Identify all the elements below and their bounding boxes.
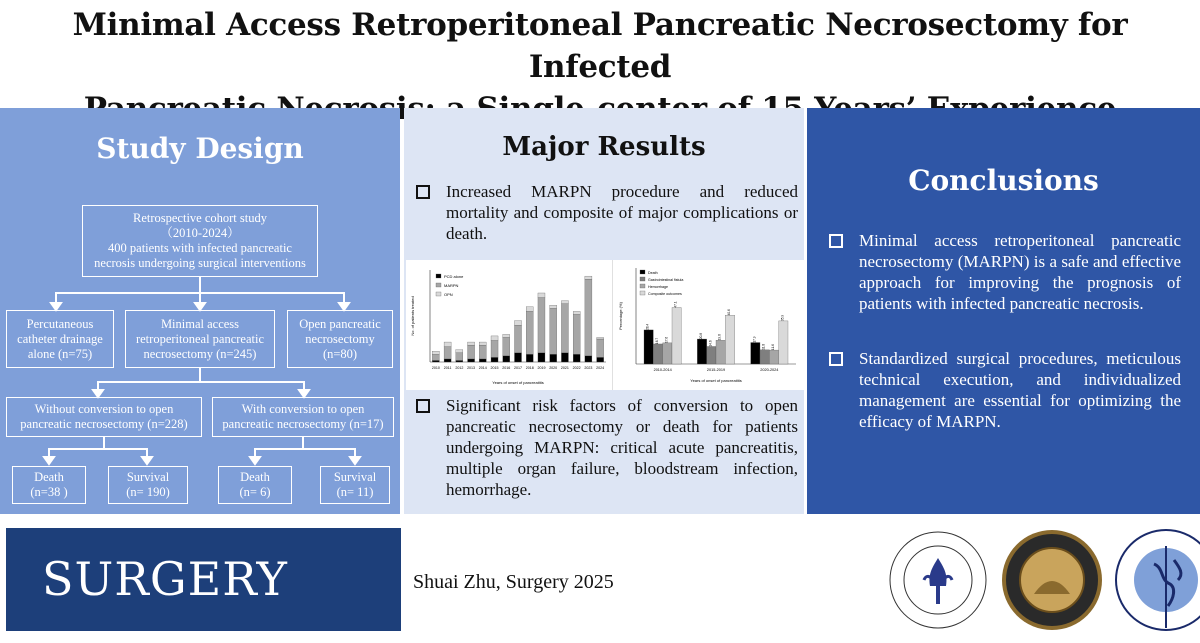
legend-label: Composite outcomes <box>648 292 682 296</box>
study-design-panel <box>0 108 400 514</box>
y-axis-label: No. of patients treated <box>410 296 415 336</box>
x-tick-label: 2014 <box>478 366 487 370</box>
bar-opn <box>573 311 580 314</box>
cohort-line4: necrosis undergoing surgical interventions <box>94 256 306 270</box>
bar-marpn <box>432 354 439 360</box>
results-bullet-2-text: Significant risk factors of conversion to open pancreatic necrosectomy or death for patients undergoing MARPN: critical acute pancreatitis, multiple organ failure, bloodstream infection, hemorrhage. <box>446 396 798 499</box>
x-axis-label: Years of onset of pancreatitis <box>492 380 544 385</box>
chart-divider <box>612 260 613 390</box>
bar-gastrointestinal-fistula <box>760 350 769 364</box>
conclusion-bullet-2-text: Standardized surgical procedures, meticulous technical execution, and individualized management are essential for optimizing the efficacy of MARPN. <box>859 349 1181 431</box>
arrows-level1 <box>0 292 400 312</box>
bar-pcd-alone <box>597 357 604 362</box>
bar-opn <box>444 342 451 347</box>
x-tick-label: 2015-2019 <box>706 368 726 372</box>
bar-marpn <box>538 298 545 353</box>
outcome-label: Survival <box>333 470 377 484</box>
legend-label: MARPN <box>444 283 459 288</box>
data-label: 35.9 <box>780 314 785 322</box>
bar-marpn <box>503 337 510 355</box>
outcome-survival-conversion <box>320 466 390 504</box>
no-conversion-line1: Without conversion to open <box>34 402 174 416</box>
group-marpn-line3: necrosectomy (n=245) <box>143 346 257 361</box>
data-label: 40.6 <box>727 309 731 316</box>
checkbox-square-icon <box>829 352 843 366</box>
conversion-box <box>212 397 394 437</box>
outcome-count: (n= 11) <box>336 485 374 499</box>
x-tick-label: 2012 <box>455 366 464 370</box>
legend-swatch <box>436 283 441 287</box>
bar-opn <box>550 305 557 308</box>
bar-pcd-alone <box>526 354 533 362</box>
legend-swatch <box>640 291 645 295</box>
data-label: 17.6 <box>664 336 669 343</box>
x-tick-label: 2024 <box>596 366 605 370</box>
x-tick-label: 2018 <box>525 366 534 370</box>
bar-marpn <box>585 279 592 356</box>
connector <box>199 277 201 293</box>
x-tick-label: 2013 <box>467 366 476 370</box>
results-bullet-1 <box>416 181 798 247</box>
outcome-count: (n= 190) <box>126 485 170 499</box>
data-label: 20.8 <box>699 332 703 340</box>
x-tick-label: 2015 <box>490 366 499 370</box>
bar-opn <box>491 336 498 341</box>
outcome-survival-no-conversion <box>108 466 188 504</box>
bar-gastrointestinal-fistula <box>707 346 716 364</box>
bar-opn <box>456 350 463 353</box>
group-opn-line1: Open pancreatic <box>299 316 381 331</box>
results-bullet-2 <box>416 395 798 505</box>
group-opn-box <box>287 310 393 368</box>
legend-label: Hemorrhage <box>648 285 668 289</box>
bar-marpn <box>514 325 521 353</box>
x-tick-label: 2020 <box>549 366 558 370</box>
no-conversion-box <box>6 397 202 437</box>
connector <box>199 368 201 382</box>
bar-pcd-alone <box>550 354 557 362</box>
bar-hemorrhage <box>663 343 672 364</box>
bar-marpn <box>491 341 498 358</box>
legend-swatch <box>640 270 645 274</box>
bar-opn <box>538 293 545 298</box>
outcome-label: Survival <box>126 470 170 484</box>
bar-marpn <box>456 353 463 361</box>
legend-label: PCD alone <box>444 274 464 279</box>
group-opn-line2: necrosectomy <box>305 331 375 346</box>
cohort-line2: （2010-2024） <box>160 226 240 240</box>
bar-hemorrhage <box>716 340 725 364</box>
group-pcd-line1: Percutaneous <box>26 316 94 331</box>
x-tick-label: 2010 <box>431 366 440 370</box>
bar-composite-outcomes <box>725 315 734 364</box>
poster-title-line1: Minimal Access Retroperitoneal Pancreatic Necrosectomy for Infected <box>72 7 1128 85</box>
bar-death <box>697 339 706 364</box>
x-axis-label: Years of onset of pancreatitis <box>690 378 742 383</box>
x-tick-label: 2011 <box>443 366 452 370</box>
data-label: 16.7 <box>655 337 659 345</box>
bar-pcd-alone <box>514 353 521 362</box>
outcome-bar-chart <box>614 260 804 390</box>
conclusions-panel <box>807 108 1200 514</box>
cohort-line3: 400 patients with infected pancreatic <box>108 241 292 255</box>
bar-opn <box>479 342 486 345</box>
bar-opn <box>432 351 439 354</box>
x-tick-label: 2020-2024 <box>760 368 779 372</box>
legend-swatch <box>436 274 441 278</box>
journal-logo <box>6 528 401 631</box>
checkbox-square-icon <box>416 399 430 413</box>
group-pcd-line3: alone (n=75) <box>27 346 93 361</box>
bar-opn <box>585 276 592 279</box>
bar-death <box>751 343 760 364</box>
data-label: 11.8 <box>761 343 766 350</box>
legend-swatch <box>640 284 645 288</box>
bar-composite-outcomes <box>779 321 788 364</box>
legend-swatch <box>436 292 441 296</box>
legend-label: Gastrointestinal fistula <box>648 278 684 282</box>
bar-pcd-alone <box>585 356 592 362</box>
journal-name: SURGERY <box>42 552 288 606</box>
legend-label: OPN <box>444 292 453 297</box>
bar-hemorrhage <box>769 350 778 364</box>
bar-marpn <box>597 339 604 357</box>
conclusions-heading: Conclusions <box>908 164 1099 197</box>
bar-marpn <box>550 308 557 354</box>
group-marpn-box <box>125 310 275 368</box>
trend-bar-chart <box>406 260 612 390</box>
conclusion-bullet-1-text: Minimal access retroperitoneal pancreatic necrosectomy (MARPN) is a safe and effective approach for improving the prognosis of patients with infected pancreatic necrosis. <box>859 231 1181 313</box>
checkbox-square-icon <box>416 185 430 199</box>
data-label: 47.1 <box>673 301 678 308</box>
bar-marpn <box>573 314 580 354</box>
x-tick-label: 2019 <box>537 366 546 370</box>
bar-opn <box>526 307 533 312</box>
group-pcd-line2: catheter drainage <box>17 331 103 346</box>
results-bullet-1-text: Increased MARPN procedure and reduced mortality and composite of major complications or death. <box>446 182 798 243</box>
group-opn-line3: (n=80) <box>322 346 358 361</box>
bar-pcd-alone <box>503 356 510 362</box>
bar-marpn <box>444 347 451 359</box>
outcome-death-conversion <box>218 466 292 504</box>
conversion-line1: With conversion to open <box>241 402 365 416</box>
y-axis-label: Percentage (%) <box>618 302 623 330</box>
bar-composite-outcomes <box>672 307 681 364</box>
x-tick-label: 2023 <box>584 366 593 370</box>
central-surgical-association-seal-icon <box>1000 528 1104 632</box>
bar-marpn <box>468 345 475 359</box>
bar-marpn <box>479 345 486 359</box>
legend-swatch <box>640 277 645 281</box>
bar-opn <box>561 301 568 304</box>
conversion-line2: pancreatic necrosectomy (n=17) <box>222 417 384 431</box>
bar-marpn <box>561 304 568 353</box>
outcome-count: (n=38 ) <box>30 485 68 499</box>
bar-opn <box>597 337 604 339</box>
conclusion-bullet-1 <box>829 230 1181 338</box>
bar-gastrointestinal-fistula <box>653 344 662 364</box>
major-results-panel <box>404 108 804 514</box>
cohort-line1: Retrospective cohort study <box>133 211 267 225</box>
conclusion-bullet-2 <box>829 348 1181 438</box>
outcome-label: Death <box>34 470 64 484</box>
data-label: 28.4 <box>645 323 650 331</box>
outcome-count: (n= 6) <box>239 485 271 499</box>
bar-pcd-alone <box>456 360 463 362</box>
bar-pcd-alone <box>538 353 545 362</box>
group-marpn-line1: Minimal access <box>160 316 240 331</box>
x-tick-label: 2016 <box>502 366 511 370</box>
bar-pcd-alone <box>468 359 475 362</box>
major-results-heading: Major Results <box>502 132 706 162</box>
bar-pcd-alone <box>444 359 451 362</box>
checkbox-square-icon <box>829 234 843 248</box>
data-label: 17.9 <box>752 336 757 343</box>
bar-pcd-alone <box>432 360 439 362</box>
outcome-death-no-conversion <box>12 466 86 504</box>
bar-opn <box>468 342 475 345</box>
bar-pcd-alone <box>561 353 568 362</box>
data-label: 19.8 <box>717 334 722 341</box>
bar-opn <box>503 334 510 337</box>
group-marpn-line2: retroperitoneal pancreatic <box>135 331 265 346</box>
x-tick-label: 2010-2014 <box>653 368 672 372</box>
data-label: 11.6 <box>771 344 775 351</box>
x-tick-label: 2017 <box>514 366 522 370</box>
cohort-box <box>82 205 318 277</box>
study-design-heading: Study Design <box>96 132 304 165</box>
data-label: 14.6 <box>708 340 713 347</box>
author-citation: Shuai Zhu, Surgery 2025 <box>413 571 614 593</box>
no-conversion-line2: pancreatic necrosectomy (n=228) <box>20 417 188 431</box>
university-surgeons-seal-icon <box>886 528 990 632</box>
endocrine-surgeons-seal-icon <box>1114 528 1200 632</box>
bar-pcd-alone <box>479 359 486 362</box>
results-charts <box>406 260 804 390</box>
arrows-level3 <box>0 448 400 468</box>
bar-pcd-alone <box>573 354 580 362</box>
group-pcd-box <box>6 310 114 368</box>
bar-marpn <box>526 311 533 354</box>
legend-label: Death <box>648 271 658 275</box>
outcome-label: Death <box>240 470 270 484</box>
bar-pcd-alone <box>491 357 498 362</box>
x-tick-label: 2021 <box>560 366 569 370</box>
bar-opn <box>514 321 521 326</box>
bar-death <box>644 330 653 364</box>
x-tick-label: 2022 <box>572 366 581 370</box>
